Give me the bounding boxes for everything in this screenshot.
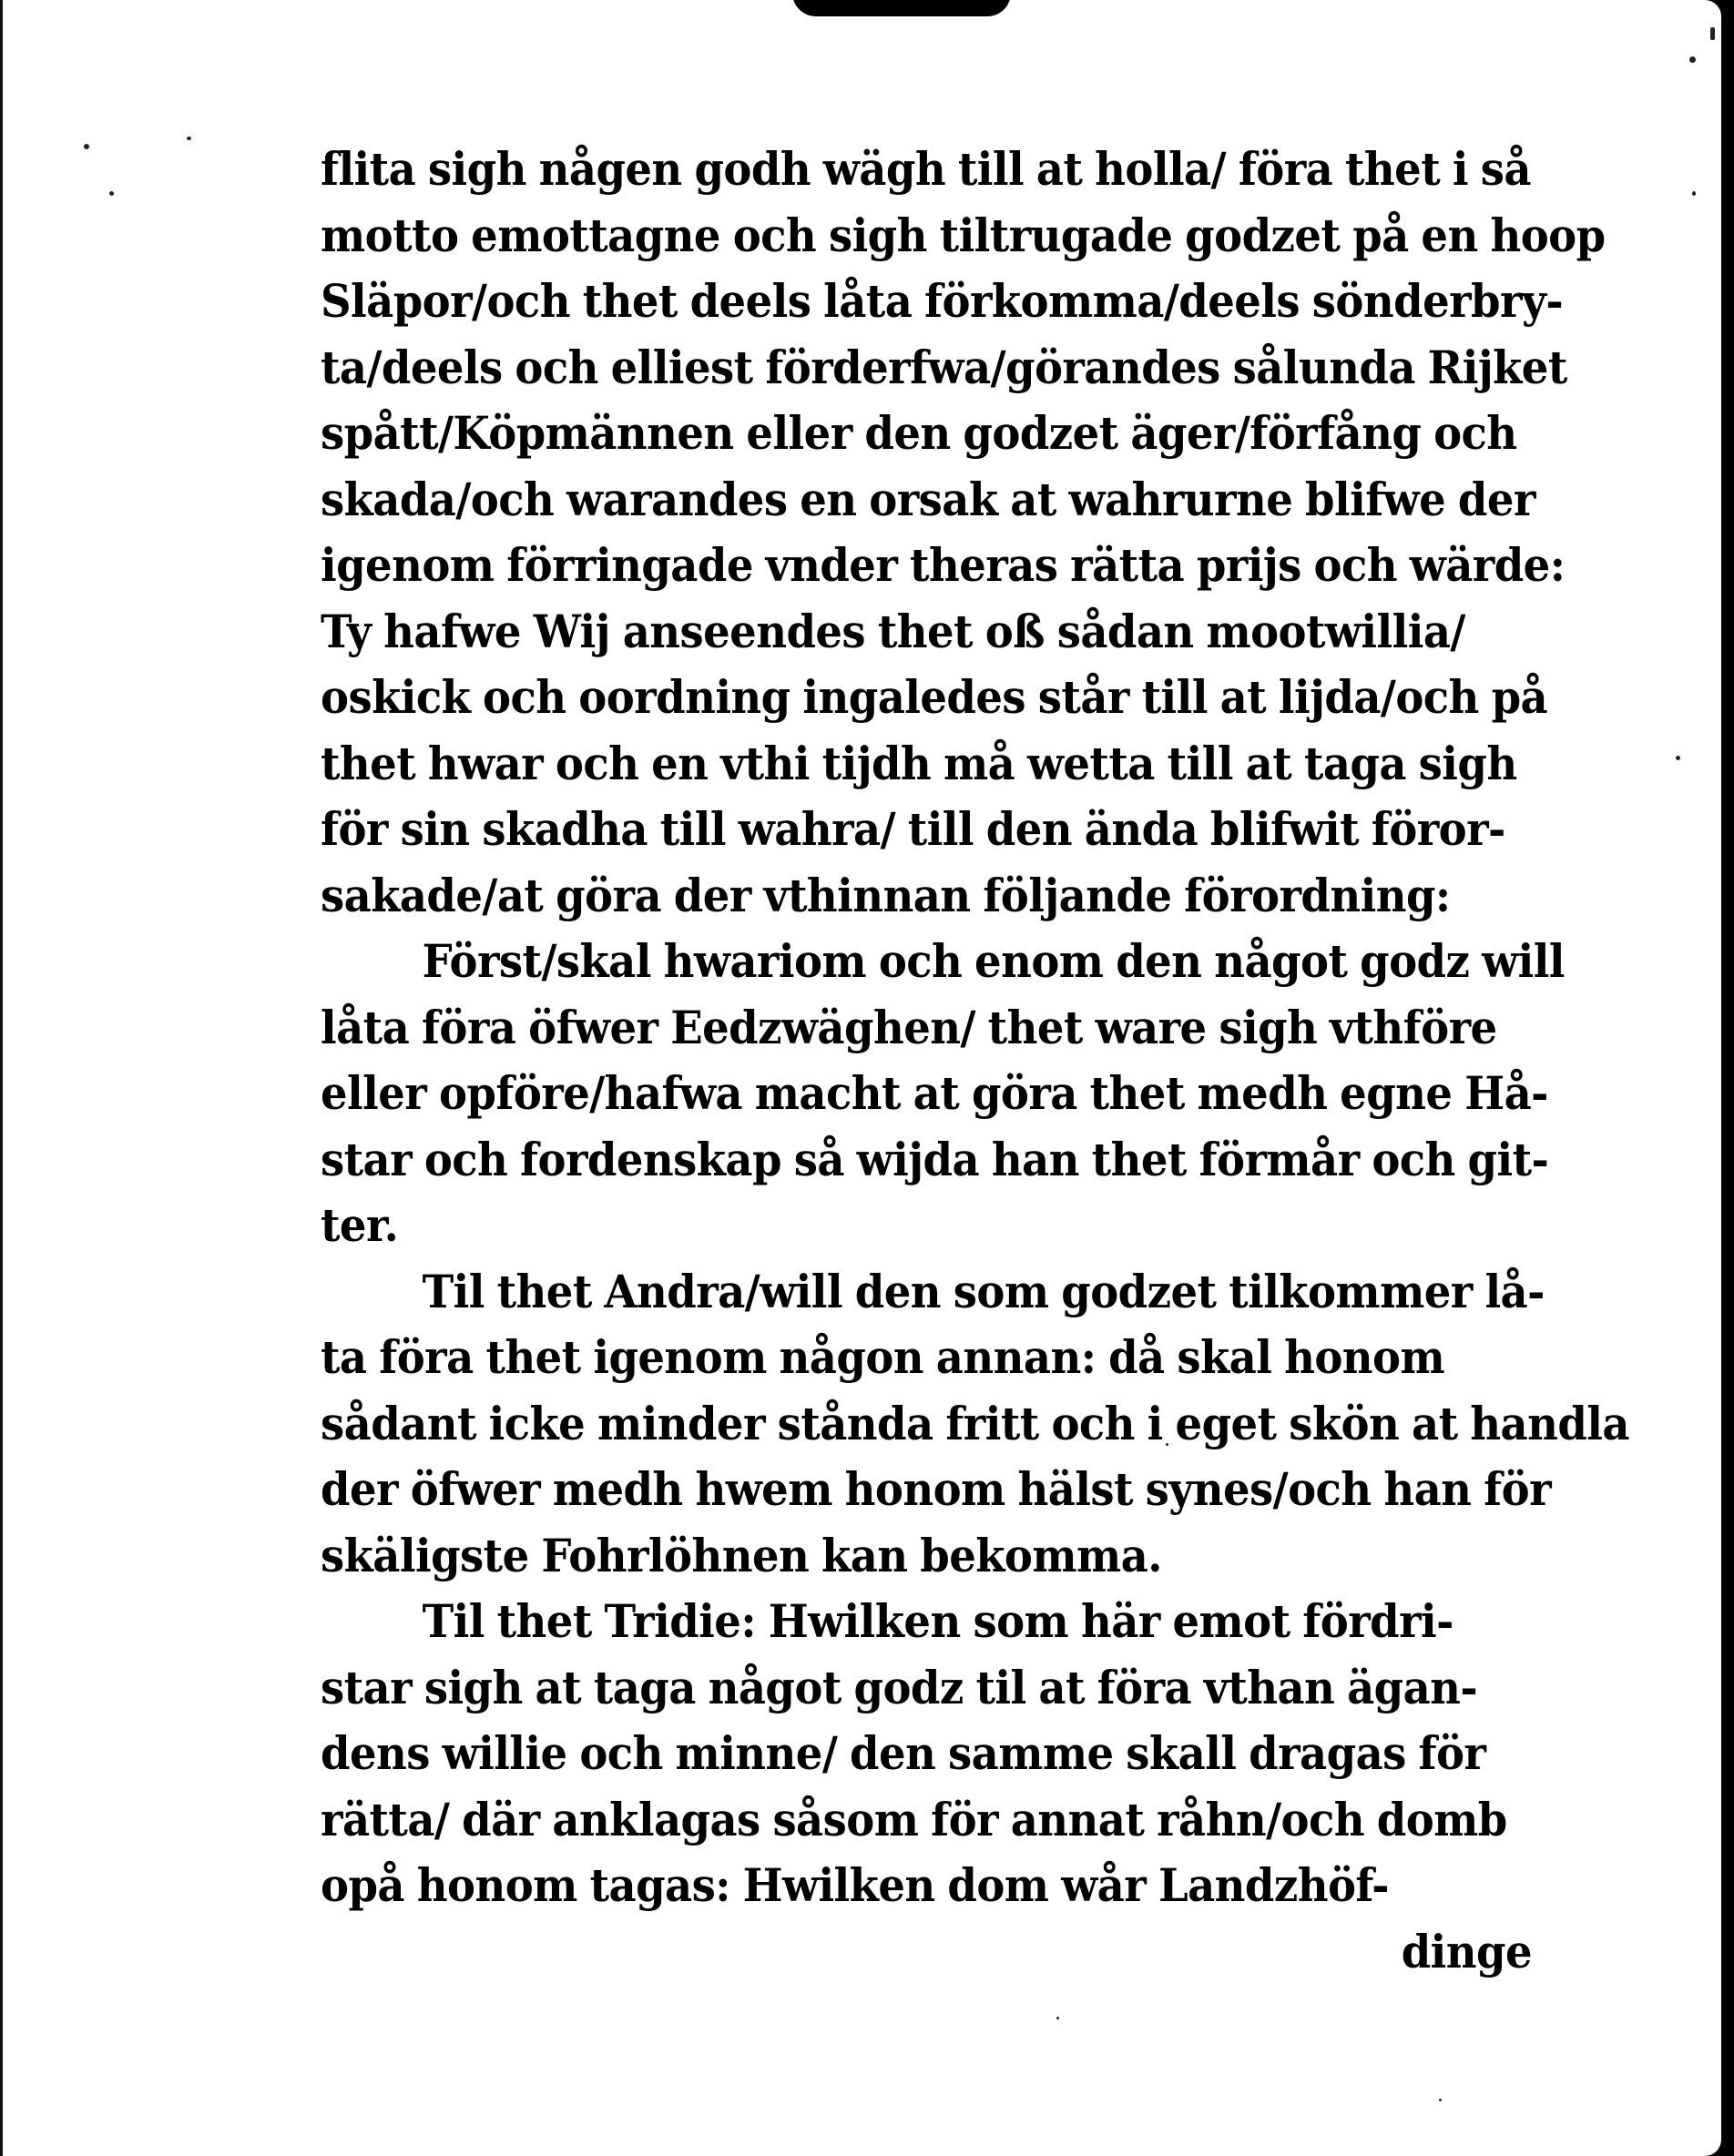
text-line: sakade/at göra der vthinnan följande förordning: [321, 868, 1451, 922]
text-line: ta/deels och elliest förderfwa/görandes sålunda Rijket [321, 340, 1567, 394]
text-line: Ty hafwe Wij anseendes thet oß sådan mootwillia/ [321, 604, 1465, 658]
text-line: ta föra thet igenom någon annan: då skal honom [321, 1330, 1445, 1384]
ink-speck [1439, 2099, 1442, 2101]
text-line: Släpor/och thet deels låta förkomma/deels sönderbry- [321, 274, 1564, 328]
text-line: opå honom tagas: Hwilken dom wår Landzhöf- [321, 1858, 1389, 1912]
text-line: thet hwar och en vthi tijdh må wetta till at taga sigh [321, 736, 1517, 790]
body-text [321, 137, 1629, 1985]
text-line: ter. [321, 1198, 399, 1252]
text-line: skada/och warandes en orsak at wahrurne blifwe der [321, 472, 1535, 526]
text-line: motto emottagne och sigh tiltrugade godzet på en hoop [321, 208, 1606, 262]
text-line: rätta/ där anklagas såsom för annat råhn/och domb [321, 1792, 1507, 1846]
ink-speck [84, 144, 89, 149]
text-line: star och fordenskap så wijda han thet förmår och git- [321, 1132, 1549, 1186]
text-line: star sigh at taga något godz til at föra vthan ägan- [321, 1660, 1478, 1714]
paragraph-start-line: Til thet Andra/will den som godzet tilkommer lå- [422, 1264, 1545, 1318]
ink-speck [187, 137, 191, 140]
ink-speck [1710, 27, 1715, 40]
text-line: skäligste Fohrlöhnen kan bekomma. [321, 1528, 1162, 1582]
page-edge [0, 0, 3, 2156]
ink-speck [1692, 191, 1696, 196]
paragraph-start-line: Först/skal hwariom och enom den något godz will [422, 934, 1565, 988]
text-line: oskick och oordning ingaledes står till at lijda/och på [321, 670, 1548, 724]
text-line: igenom förringade vnder theras rätta prijs och wärde: [321, 538, 1566, 592]
text-line: för sin skadha till wahra/ till den ända blifwit föror- [321, 802, 1505, 856]
text-line: låta föra öfwer Eedzwäghen/ thet ware sigh vthföre [321, 1000, 1497, 1054]
text-line: flita sigh någen godh wägh till at holla/ föra thet i så [321, 142, 1531, 196]
text-line: spått/Köpmännen eller den godzet äger/förfång och [321, 406, 1517, 460]
catchword: dinge [1401, 1924, 1532, 1978]
ink-speck [1689, 56, 1696, 63]
paragraph-start-line: Til thet Tridie: Hwilken som här emot fördri- [422, 1594, 1454, 1648]
text-line: eller opföre/hafwa macht at göra thet medh egne Hå- [321, 1066, 1548, 1120]
ink-blot [792, 0, 1011, 16]
text-line: der öfwer medh hwem honom hälst synes/och han för [321, 1462, 1552, 1516]
text-line: dens willie och minne/ den samme skall dragas för [321, 1726, 1486, 1780]
text-line: sådant icke minder stånda fritt och i eget skön at handla [321, 1396, 1629, 1450]
ink-speck [109, 191, 114, 196]
ink-speck [1056, 2017, 1059, 2019]
ink-speck [1676, 756, 1680, 760]
